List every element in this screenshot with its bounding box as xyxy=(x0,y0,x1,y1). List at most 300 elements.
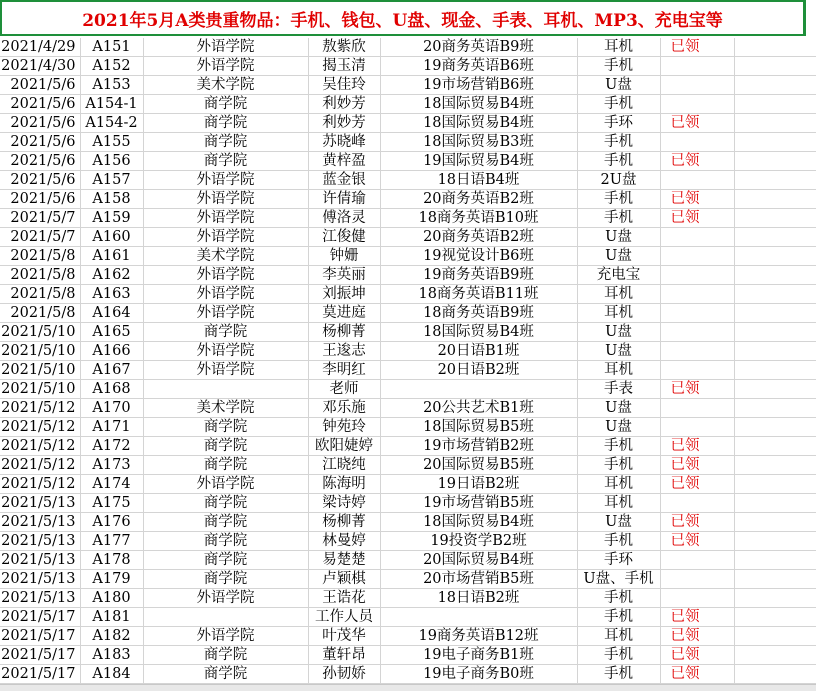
cell-id[interactable]: A179 xyxy=(80,570,143,589)
cell-class[interactable]: 19市场营销B2班 xyxy=(380,437,577,456)
cell-empty[interactable] xyxy=(734,437,816,456)
cell-date[interactable]: 2021/5/13 xyxy=(0,570,80,589)
cell-college[interactable]: 商学院 xyxy=(143,665,308,684)
cell-class[interactable]: 20日语B2班 xyxy=(380,361,577,380)
cell-status[interactable] xyxy=(660,418,734,437)
cell-empty[interactable] xyxy=(734,551,816,570)
cell-college[interactable] xyxy=(143,380,308,399)
cell-college[interactable]: 商学院 xyxy=(143,532,308,551)
cell-item[interactable]: 2U盘 xyxy=(577,171,660,190)
table-row xyxy=(0,57,816,76)
table-row xyxy=(0,608,816,627)
cell-id[interactable]: A163 xyxy=(80,285,143,304)
sheet-title[interactable]: 2021年5月A类贵重物品：手机、钱包、U盘、现金、手表、耳机、MP3、充电宝等 xyxy=(0,0,806,36)
cell-class[interactable]: 20商务英语B2班 xyxy=(380,190,577,209)
cell-status[interactable]: 已领 xyxy=(660,190,734,209)
table-row xyxy=(0,380,816,399)
cell-class[interactable]: 20商务英语B9班 xyxy=(380,38,577,57)
cell-id[interactable]: A168 xyxy=(80,380,143,399)
cell-college[interactable]: 外语学院 xyxy=(143,209,308,228)
cell-name[interactable]: 莫进庭 xyxy=(308,304,380,323)
cell-item[interactable]: U盘 xyxy=(577,513,660,532)
cell-date[interactable]: 2021/5/12 xyxy=(0,418,80,437)
cell-id[interactable]: A173 xyxy=(80,456,143,475)
cell-id[interactable]: A184 xyxy=(80,665,143,684)
cell-status[interactable]: 已领 xyxy=(660,532,734,551)
table-row xyxy=(0,133,816,152)
cell-item[interactable]: U盘 xyxy=(577,342,660,361)
cell-college[interactable]: 外语学院 xyxy=(143,57,308,76)
cell-item[interactable]: 手表 xyxy=(577,380,660,399)
cell-id[interactable]: A181 xyxy=(80,608,143,627)
cell-id[interactable]: A156 xyxy=(80,152,143,171)
cell-class[interactable]: 20日语B1班 xyxy=(380,342,577,361)
cell-empty[interactable] xyxy=(734,285,816,304)
cell-status[interactable] xyxy=(660,323,734,342)
cell-id[interactable]: A183 xyxy=(80,646,143,665)
cell-item[interactable]: 耳机 xyxy=(577,38,660,57)
cell-name[interactable]: 敖紫欣 xyxy=(308,38,380,57)
cell-class[interactable]: 18日语B2班 xyxy=(380,589,577,608)
cell-id[interactable]: A155 xyxy=(80,133,143,152)
cell-date[interactable]: 2021/5/8 xyxy=(0,266,80,285)
cell-status[interactable]: 已领 xyxy=(660,646,734,665)
cell-item[interactable]: 手机 xyxy=(577,665,660,684)
cell-class[interactable]: 19商务英语B9班 xyxy=(380,266,577,285)
cell-empty[interactable] xyxy=(734,494,816,513)
cell-name[interactable]: 江晓纯 xyxy=(308,456,380,475)
cell-name[interactable]: 王诰花 xyxy=(308,589,380,608)
cell-class[interactable]: 20市场营销B5班 xyxy=(380,570,577,589)
cell-name[interactable]: 杨柳菁 xyxy=(308,323,380,342)
cell-date[interactable]: 2021/5/17 xyxy=(0,608,80,627)
cell-item[interactable]: U盘 xyxy=(577,323,660,342)
cell-item[interactable]: 手机 xyxy=(577,133,660,152)
cell-class[interactable]: 20商务英语B2班 xyxy=(380,228,577,247)
cell-date[interactable]: 2021/5/6 xyxy=(0,95,80,114)
cell-date[interactable]: 2021/5/13 xyxy=(0,551,80,570)
cell-college[interactable]: 商学院 xyxy=(143,570,308,589)
cell-id[interactable]: A171 xyxy=(80,418,143,437)
cell-status[interactable]: 已领 xyxy=(660,152,734,171)
table-row xyxy=(0,551,816,570)
cell-empty[interactable] xyxy=(734,247,816,266)
cell-status[interactable] xyxy=(660,133,734,152)
cell-id[interactable]: A176 xyxy=(80,513,143,532)
cell-date[interactable]: 2021/5/13 xyxy=(0,589,80,608)
cell-date[interactable]: 2021/5/6 xyxy=(0,133,80,152)
cell-college[interactable]: 外语学院 xyxy=(143,627,308,646)
cell-college[interactable]: 商学院 xyxy=(143,437,308,456)
cell-id[interactable]: A158 xyxy=(80,190,143,209)
cell-item[interactable]: 手机 xyxy=(577,209,660,228)
cell-name[interactable]: 孙韧娇 xyxy=(308,665,380,684)
cell-college[interactable] xyxy=(143,608,308,627)
cell-name[interactable]: 李英丽 xyxy=(308,266,380,285)
cell-name[interactable]: 傅洛灵 xyxy=(308,209,380,228)
cell-status[interactable] xyxy=(660,589,734,608)
cell-item[interactable]: 耳机 xyxy=(577,361,660,380)
cell-status[interactable]: 已领 xyxy=(660,475,734,494)
cell-college[interactable]: 商学院 xyxy=(143,114,308,133)
cell-name[interactable]: 吴佳玲 xyxy=(308,76,380,95)
cell-name[interactable]: 易楚楚 xyxy=(308,551,380,570)
cell-college[interactable]: 外语学院 xyxy=(143,304,308,323)
cell-class[interactable]: 19商务英语B12班 xyxy=(380,627,577,646)
table-row xyxy=(0,437,816,456)
cell-college[interactable]: 美术学院 xyxy=(143,76,308,95)
cell-date[interactable]: 2021/5/6 xyxy=(0,114,80,133)
cell-empty[interactable] xyxy=(734,76,816,95)
cell-empty[interactable] xyxy=(734,608,816,627)
cell-date[interactable]: 2021/5/7 xyxy=(0,209,80,228)
table-row xyxy=(0,209,816,228)
cell-college[interactable]: 美术学院 xyxy=(143,247,308,266)
cell-status[interactable] xyxy=(660,570,734,589)
cell-item[interactable]: 手环 xyxy=(577,114,660,133)
table-row xyxy=(0,323,816,342)
cell-college[interactable]: 商学院 xyxy=(143,133,308,152)
table-row xyxy=(0,665,816,684)
cell-empty[interactable] xyxy=(734,209,816,228)
table-row xyxy=(0,171,816,190)
cell-date[interactable]: 2021/5/10 xyxy=(0,342,80,361)
cell-college[interactable]: 外语学院 xyxy=(143,361,308,380)
cell-name[interactable]: 李明红 xyxy=(308,361,380,380)
cell-college[interactable]: 美术学院 xyxy=(143,399,308,418)
cell-name[interactable]: 江俊健 xyxy=(308,228,380,247)
cell-name[interactable]: 卢颖棋 xyxy=(308,570,380,589)
cell-class[interactable]: 18国际贸易B4班 xyxy=(380,95,577,114)
cell-empty[interactable] xyxy=(734,266,816,285)
cell-college[interactable]: 商学院 xyxy=(143,494,308,513)
cell-item[interactable]: 手机 xyxy=(577,589,660,608)
cell-item[interactable]: 手环 xyxy=(577,551,660,570)
cell-name[interactable]: 欧阳婕婷 xyxy=(308,437,380,456)
cell-status[interactable]: 已领 xyxy=(660,380,734,399)
table-row xyxy=(0,266,816,285)
cell-empty[interactable] xyxy=(734,152,816,171)
cell-college[interactable]: 商学院 xyxy=(143,152,308,171)
table-row xyxy=(0,456,816,475)
cell-item[interactable]: U盘 xyxy=(577,76,660,95)
cell-class[interactable] xyxy=(380,608,577,627)
cell-date[interactable]: 2021/5/17 xyxy=(0,665,80,684)
cell-name[interactable]: 蓝金银 xyxy=(308,171,380,190)
cell-class[interactable]: 20公共艺术B1班 xyxy=(380,399,577,418)
cell-id[interactable]: A162 xyxy=(80,266,143,285)
cell-college[interactable]: 外语学院 xyxy=(143,190,308,209)
cell-empty[interactable] xyxy=(734,513,816,532)
cell-date[interactable]: 2021/5/12 xyxy=(0,437,80,456)
cell-empty[interactable] xyxy=(734,627,816,646)
cell-class[interactable]: 18国际贸易B4班 xyxy=(380,513,577,532)
cell-date[interactable]: 2021/4/30 xyxy=(0,57,80,76)
cell-name[interactable]: 杨柳菁 xyxy=(308,513,380,532)
cell-date[interactable]: 2021/5/7 xyxy=(0,228,80,247)
cell-name[interactable]: 邓乐施 xyxy=(308,399,380,418)
cell-empty[interactable] xyxy=(734,418,816,437)
cell-date[interactable]: 2021/4/29 xyxy=(0,38,80,57)
table-row xyxy=(0,646,816,665)
cell-class[interactable] xyxy=(380,380,577,399)
cell-college[interactable]: 商学院 xyxy=(143,323,308,342)
cell-item[interactable]: 手机 xyxy=(577,646,660,665)
cell-status[interactable]: 已领 xyxy=(660,627,734,646)
cell-item[interactable]: 手机 xyxy=(577,95,660,114)
cell-college[interactable]: 外语学院 xyxy=(143,171,308,190)
cell-name[interactable]: 工作人员 xyxy=(308,608,380,627)
cell-id[interactable]: A160 xyxy=(80,228,143,247)
cell-item[interactable]: 耳机 xyxy=(577,475,660,494)
cell-class[interactable]: 19视觉设计B6班 xyxy=(380,247,577,266)
cell-empty[interactable] xyxy=(734,57,816,76)
cell-name[interactable]: 叶茂华 xyxy=(308,627,380,646)
cell-empty[interactable] xyxy=(734,323,816,342)
cell-empty[interactable] xyxy=(734,95,816,114)
cell-item[interactable]: 手机 xyxy=(577,608,660,627)
cell-class[interactable]: 19市场营销B6班 xyxy=(380,76,577,95)
cell-status[interactable]: 已领 xyxy=(660,608,734,627)
cell-item[interactable]: 手机 xyxy=(577,437,660,456)
cell-college[interactable]: 外语学院 xyxy=(143,38,308,57)
cell-date[interactable]: 2021/5/12 xyxy=(0,475,80,494)
cell-status[interactable] xyxy=(660,342,734,361)
cell-date[interactable]: 2021/5/8 xyxy=(0,285,80,304)
cell-item[interactable]: U盘 xyxy=(577,399,660,418)
cell-college[interactable]: 外语学院 xyxy=(143,266,308,285)
cell-college[interactable]: 商学院 xyxy=(143,418,308,437)
cell-name[interactable]: 刘振坤 xyxy=(308,285,380,304)
table-row xyxy=(0,152,816,171)
cell-class[interactable]: 19国际贸易B4班 xyxy=(380,152,577,171)
cell-class[interactable]: 19电子商务B1班 xyxy=(380,646,577,665)
table-row xyxy=(0,114,816,133)
cell-item[interactable]: 耳机 xyxy=(577,285,660,304)
cell-empty[interactable] xyxy=(734,38,816,57)
cell-item[interactable]: 手机 xyxy=(577,532,660,551)
cell-name[interactable]: 许倩瑜 xyxy=(308,190,380,209)
cell-status[interactable] xyxy=(660,285,734,304)
cell-college[interactable]: 外语学院 xyxy=(143,228,308,247)
cell-status[interactable]: 已领 xyxy=(660,456,734,475)
cell-empty[interactable] xyxy=(734,380,816,399)
table-row xyxy=(0,513,816,532)
cell-item[interactable]: 充电宝 xyxy=(577,266,660,285)
table-row xyxy=(0,589,816,608)
cell-name[interactable]: 王逡志 xyxy=(308,342,380,361)
cell-empty[interactable] xyxy=(734,646,816,665)
cell-id[interactable]: A154-2 xyxy=(80,114,143,133)
cell-name[interactable]: 梁诗婷 xyxy=(308,494,380,513)
cell-date[interactable]: 2021/5/8 xyxy=(0,304,80,323)
cell-empty[interactable] xyxy=(734,114,816,133)
cell-id[interactable]: A154-1 xyxy=(80,95,143,114)
cell-item[interactable]: 耳机 xyxy=(577,494,660,513)
cell-date[interactable]: 2021/5/6 xyxy=(0,171,80,190)
cell-empty[interactable] xyxy=(734,171,816,190)
cell-id[interactable]: A167 xyxy=(80,361,143,380)
cell-empty[interactable] xyxy=(734,342,816,361)
cell-status[interactable]: 已领 xyxy=(660,38,734,57)
cell-item[interactable]: 手机 xyxy=(577,57,660,76)
cell-name[interactable]: 苏晓峰 xyxy=(308,133,380,152)
cell-id[interactable]: A152 xyxy=(80,57,143,76)
cell-status[interactable]: 已领 xyxy=(660,665,734,684)
cell-college[interactable]: 商学院 xyxy=(143,456,308,475)
cell-status[interactable] xyxy=(660,95,734,114)
cell-class[interactable]: 18商务英语B11班 xyxy=(380,285,577,304)
cell-college[interactable]: 外语学院 xyxy=(143,285,308,304)
cell-id[interactable]: A166 xyxy=(80,342,143,361)
cell-class[interactable]: 18商务英语B10班 xyxy=(380,209,577,228)
cell-item[interactable]: 手机 xyxy=(577,152,660,171)
cell-status[interactable] xyxy=(660,304,734,323)
cell-item[interactable]: 耳机 xyxy=(577,627,660,646)
cell-empty[interactable] xyxy=(734,228,816,247)
cell-item[interactable]: 手机 xyxy=(577,456,660,475)
cell-status[interactable]: 已领 xyxy=(660,114,734,133)
table-row xyxy=(0,247,816,266)
cell-date[interactable]: 2021/5/6 xyxy=(0,76,80,95)
table-row xyxy=(0,38,816,57)
cell-name[interactable]: 揭玉清 xyxy=(308,57,380,76)
cell-date[interactable]: 2021/5/6 xyxy=(0,190,80,209)
table-row xyxy=(0,399,816,418)
cell-id[interactable]: A177 xyxy=(80,532,143,551)
cell-name[interactable]: 林曼婷 xyxy=(308,532,380,551)
cell-college[interactable]: 外语学院 xyxy=(143,342,308,361)
cell-id[interactable]: A159 xyxy=(80,209,143,228)
cell-id[interactable]: A164 xyxy=(80,304,143,323)
cell-class[interactable]: 20国际贸易B4班 xyxy=(380,551,577,570)
cell-empty[interactable] xyxy=(734,399,816,418)
cell-empty[interactable] xyxy=(734,570,816,589)
cell-name[interactable]: 陈海明 xyxy=(308,475,380,494)
cell-date[interactable]: 2021/5/13 xyxy=(0,513,80,532)
cell-date[interactable]: 2021/5/10 xyxy=(0,323,80,342)
cell-class[interactable]: 19商务英语B6班 xyxy=(380,57,577,76)
cell-status[interactable] xyxy=(660,266,734,285)
cell-class[interactable]: 19投资学B2班 xyxy=(380,532,577,551)
cell-id[interactable]: A161 xyxy=(80,247,143,266)
table-body xyxy=(0,38,816,684)
cell-status[interactable] xyxy=(660,228,734,247)
cell-id[interactable]: A172 xyxy=(80,437,143,456)
cell-id[interactable]: A153 xyxy=(80,76,143,95)
table-row xyxy=(0,190,816,209)
cell-empty[interactable] xyxy=(734,665,816,684)
cell-id[interactable]: A170 xyxy=(80,399,143,418)
cell-item[interactable]: 手机 xyxy=(577,190,660,209)
cell-id[interactable]: A178 xyxy=(80,551,143,570)
cell-empty[interactable] xyxy=(734,589,816,608)
cell-status[interactable] xyxy=(660,399,734,418)
cell-name[interactable]: 黄梓盈 xyxy=(308,152,380,171)
cell-college[interactable]: 商学院 xyxy=(143,513,308,532)
cell-id[interactable]: A151 xyxy=(80,38,143,57)
cell-status[interactable] xyxy=(660,76,734,95)
cell-college[interactable]: 商学院 xyxy=(143,551,308,570)
cell-class[interactable]: 18国际贸易B3班 xyxy=(380,133,577,152)
cell-college[interactable]: 商学院 xyxy=(143,646,308,665)
cell-id[interactable]: A175 xyxy=(80,494,143,513)
cell-item[interactable]: U盘、手机 xyxy=(577,570,660,589)
cell-status[interactable]: 已领 xyxy=(660,513,734,532)
cell-id[interactable]: A180 xyxy=(80,589,143,608)
cell-class[interactable]: 18国际贸易B4班 xyxy=(380,114,577,133)
cell-empty[interactable] xyxy=(734,190,816,209)
cell-status[interactable]: 已领 xyxy=(660,437,734,456)
cell-date[interactable]: 2021/5/12 xyxy=(0,399,80,418)
cell-date[interactable]: 2021/5/17 xyxy=(0,627,80,646)
cell-date[interactable]: 2021/5/10 xyxy=(0,361,80,380)
cell-date[interactable]: 2021/5/10 xyxy=(0,380,80,399)
cell-college[interactable]: 外语学院 xyxy=(143,589,308,608)
cell-status[interactable] xyxy=(660,494,734,513)
cell-empty[interactable] xyxy=(734,456,816,475)
cell-status[interactable]: 已领 xyxy=(660,209,734,228)
cell-class[interactable]: 18商务英语B9班 xyxy=(380,304,577,323)
table-row xyxy=(0,570,816,589)
cell-status[interactable] xyxy=(660,551,734,570)
cell-name[interactable]: 利妙芳 xyxy=(308,114,380,133)
cell-college[interactable]: 商学院 xyxy=(143,95,308,114)
cell-date[interactable]: 2021/5/12 xyxy=(0,456,80,475)
cell-class[interactable]: 18国际贸易B4班 xyxy=(380,323,577,342)
cell-status[interactable] xyxy=(660,247,734,266)
cell-id[interactable]: A165 xyxy=(80,323,143,342)
cell-status[interactable] xyxy=(660,171,734,190)
cell-empty[interactable] xyxy=(734,361,816,380)
cell-name[interactable]: 董轩昂 xyxy=(308,646,380,665)
cell-date[interactable]: 2021/5/8 xyxy=(0,247,80,266)
cell-id[interactable]: A157 xyxy=(80,171,143,190)
cell-name[interactable]: 钟姗 xyxy=(308,247,380,266)
cell-class[interactable]: 19日语B2班 xyxy=(380,475,577,494)
cell-item[interactable]: U盘 xyxy=(577,247,660,266)
cell-college[interactable]: 外语学院 xyxy=(143,475,308,494)
cell-class[interactable]: 18国际贸易B5班 xyxy=(380,418,577,437)
cell-empty[interactable] xyxy=(734,532,816,551)
cell-id[interactable]: A182 xyxy=(80,627,143,646)
cell-name[interactable]: 钟苑玲 xyxy=(308,418,380,437)
cell-empty[interactable] xyxy=(734,475,816,494)
cell-class[interactable]: 19市场营销B5班 xyxy=(380,494,577,513)
cell-status[interactable] xyxy=(660,361,734,380)
table-row xyxy=(0,95,816,114)
cell-name[interactable]: 老师 xyxy=(308,380,380,399)
cell-item[interactable]: U盘 xyxy=(577,228,660,247)
items-table xyxy=(0,38,816,684)
cell-class[interactable]: 19电子商务B0班 xyxy=(380,665,577,684)
cell-class[interactable]: 20国际贸易B5班 xyxy=(380,456,577,475)
cell-date[interactable]: 2021/5/13 xyxy=(0,532,80,551)
cell-empty[interactable] xyxy=(734,304,816,323)
cell-class[interactable]: 18日语B4班 xyxy=(380,171,577,190)
table-row xyxy=(0,494,816,513)
cell-id[interactable]: A174 xyxy=(80,475,143,494)
cell-status[interactable] xyxy=(660,57,734,76)
cell-date[interactable]: 2021/5/17 xyxy=(0,646,80,665)
cell-empty[interactable] xyxy=(734,133,816,152)
cell-date[interactable]: 2021/5/13 xyxy=(0,494,80,513)
cell-name[interactable]: 利妙芳 xyxy=(308,95,380,114)
cell-date[interactable]: 2021/5/6 xyxy=(0,152,80,171)
cell-item[interactable]: U盘 xyxy=(577,418,660,437)
cell-item[interactable]: 耳机 xyxy=(577,304,660,323)
table-row xyxy=(0,228,816,247)
